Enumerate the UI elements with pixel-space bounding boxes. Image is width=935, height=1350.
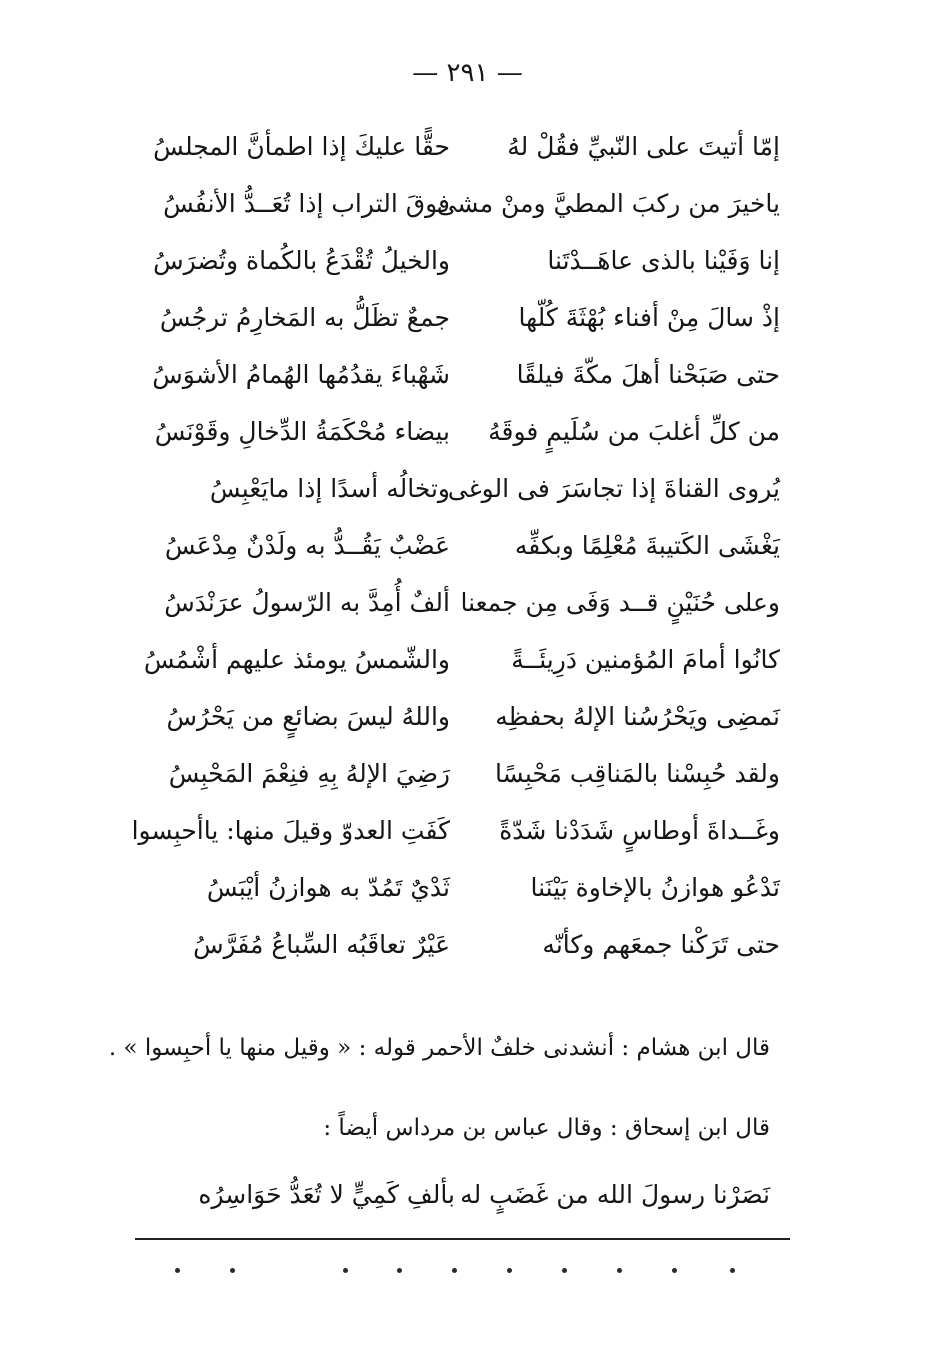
footer-dot: [343, 1268, 348, 1273]
verse-first-hemistich: إنا وَفَيْنا بالذى عاهَــدْتَنا: [547, 246, 780, 275]
verse-first-hemistich: يَغْشَى الكَتيبةَ مُعْلِمًا وبكفِّه: [514, 531, 780, 560]
footer-dot: [562, 1268, 567, 1273]
verse-first-hemistich: نَمضِى ويَحْرُسُنا الإلهُ بحفظِه: [495, 702, 780, 731]
verse-line: [170, 916, 780, 973]
verse-second-hemistich: ثَدْيٌ تَمُدّ به هوازنُ أيْبَسُ: [206, 873, 450, 902]
verse-line: [170, 460, 780, 517]
verse-line: [159, 289, 780, 346]
footer-dot: [730, 1268, 735, 1273]
verse-line: [164, 517, 780, 574]
verse-first-hemistich: إمّا أتيتَ على النّبيِّ فقُلْ لهُ: [507, 132, 780, 161]
verse-line: [166, 688, 780, 745]
footer-dot: [507, 1268, 512, 1273]
footer-dot: [230, 1268, 235, 1273]
verse-second-hemistich: والشّمسُ يومئذ عليهم أشْمُسُ: [143, 645, 450, 674]
prose-note-ibn-hisham: قال ابن هشام : أنشدنى خلفٌ الأحمر قوله : « وقيل منها يا أحبِسوا » .: [108, 1035, 770, 1061]
poem-verses: [131, 118, 780, 973]
footer-dot: [452, 1268, 457, 1273]
verse-first-hemistich: حتى صَبَحْنا أهلَ مكّةَ فيلقًا: [516, 360, 780, 389]
verse-second-hemistich: فوقَ التراب إذا تُعَــدُّ الأنفُسُ: [163, 189, 450, 218]
verse-line: [170, 859, 780, 916]
footer-rule: [135, 1238, 790, 1240]
verse-second-hemistich: بيضاء مُحْكَمَةُ الدِّخالِ وقَوْنَسُ: [154, 417, 450, 446]
final-verse-second-hemistich: بألفِ كَمِيٍّ لا تُعَدُّ حَوَاسِرُه: [198, 1180, 455, 1209]
verse-second-hemistich: جمعٌ تظَلُّ به المَخارِمُ ترجُسُ: [159, 303, 450, 332]
verse-second-hemistich: حقًّا عليكَ إذا اطمأنَّ المجلسُ: [153, 132, 450, 161]
verse-first-hemistich: حتى تَرَكْنا جمعَهم وكأنّه: [542, 930, 780, 959]
verse-line: [152, 346, 780, 403]
verse-second-hemistich: والخيلُ تُقْدَعُ بالكُماة وتُضرَسُ: [153, 246, 450, 275]
prose-note-ibn-ishaq: قال ابن إسحاق : وقال عباس بن مرداس أيضاً :: [323, 1115, 770, 1141]
verse-line: [170, 745, 780, 802]
footer-dots: [150, 1262, 760, 1282]
verse-second-hemistich: عَيْرٌ تعاقَبُه السِّباعُ مُفَرَّسُ: [193, 930, 450, 959]
verse-line: [131, 802, 780, 859]
verse-second-hemistich: ألفٌ أُمِدَّ به الرّسولُ عرَنْدَسُ: [164, 588, 450, 617]
verse-line: [164, 574, 780, 631]
verse-line: [143, 631, 780, 688]
verse-line: [163, 175, 780, 232]
final-verse: [160, 1180, 770, 1209]
verse-first-hemistich: يُروى القناةَ إذا تجاسَرَ فى الوغى: [447, 474, 780, 503]
verse-first-hemistich: من كلِّ أغلبَ من سُلَيمٍ فوقَهُ: [488, 417, 780, 446]
verse-second-hemistich: واللهُ ليسَ بضائعٍ من يَحْرُسُ: [166, 702, 450, 731]
verse-first-hemistich: ولقد حُبِسْنا بالمَناقِب مَحْبِسًا: [494, 759, 780, 788]
verse-first-hemistich: كانُوا أمامَ المُؤمنين دَرِيئَــةً: [511, 645, 780, 674]
footer-dot: [672, 1268, 677, 1273]
verse-second-hemistich: شَهْباءَ يقدُمُها الهُمامُ الأشوَسُ: [152, 360, 450, 389]
verse-second-hemistich: كَفَتِ العدوّ وقيلَ منها: ياأحبِسوا: [131, 816, 450, 845]
verse-line: [153, 232, 780, 289]
verse-second-hemistich: وتخالُه أسدًا إذا مايَعْبِسُ: [209, 474, 450, 503]
verse-first-hemistich: وغَــداةَ أوطاسٍ شَدَدْنا شَدّةً: [499, 816, 780, 845]
verse-first-hemistich: إذْ سالَ مِنْ أفناء بُهْثَةَ كُلّها: [518, 303, 780, 332]
verse-line: [153, 118, 780, 175]
footer-dot: [175, 1268, 180, 1273]
footer-dot: [397, 1268, 402, 1273]
verse-line: [154, 403, 780, 460]
verse-first-hemistich: ياخيرَ من ركبَ المطيَّ ومنْ مشى: [436, 189, 780, 218]
verse-second-hemistich: رَضِيَ الإلهُ بِهِ فنِعْمَ المَحْبِسُ: [168, 759, 450, 788]
final-verse-first-hemistich: نَصَرْنا رسولَ الله من غَضَبٍ له: [460, 1180, 770, 1209]
verse-second-hemistich: عَضْبٌ يَقُــدُّ به ولَدْنٌ مِدْعَسُ: [164, 531, 450, 560]
verse-first-hemistich: تَدْعُو هوازنُ بالإخاوة بَيْنَنا: [530, 873, 780, 902]
footer-dot: [617, 1268, 622, 1273]
verse-first-hemistich: وعلى حُنَيْنٍ قــد وَفَى مِن جمعنا: [460, 588, 780, 617]
page-number: — ٢٩١ —: [412, 58, 523, 88]
